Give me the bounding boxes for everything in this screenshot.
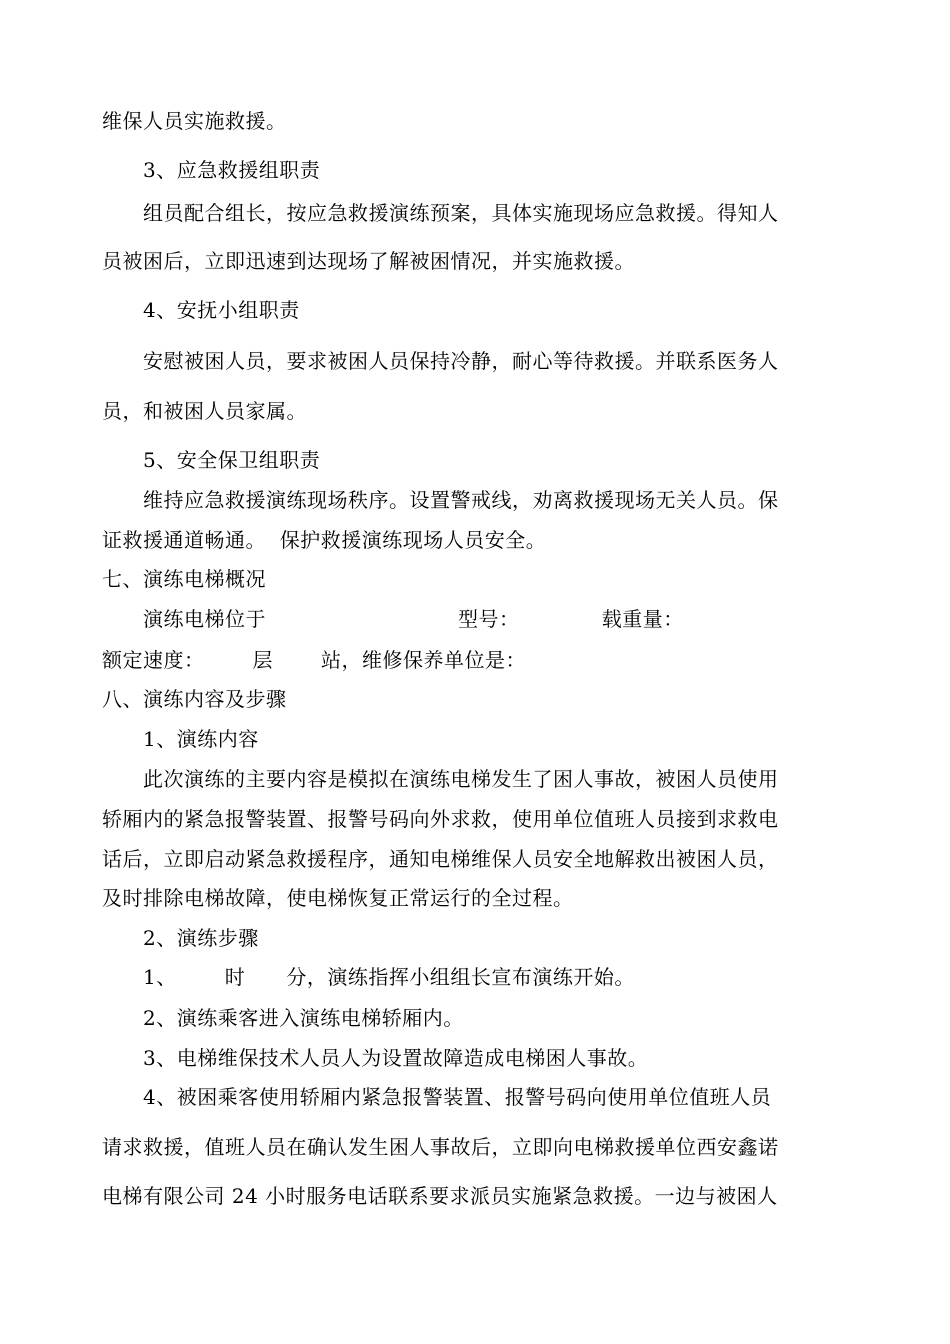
text-line: 4、被困乘客使用轿厢内紧急报警装置、报警号码向使用单位值班人员 [143, 1085, 772, 1109]
text-line: 此次演练的主要内容是模拟在演练电梯发生了困人事故，被困人员使用 [143, 767, 779, 791]
text-line: 请求救援，值班人员在确认发生困人事故后，立即向电梯救援单位西安鑫诺 [102, 1135, 779, 1159]
section-heading: 2、演练步骤 [143, 926, 259, 950]
chapter-heading: 七、演练电梯概况 [102, 567, 266, 591]
text-line: 3、电梯维保技术人员人为设置故障造成电梯困人事故。 [143, 1046, 649, 1070]
chapter-heading: 八、演练内容及步骤 [102, 687, 287, 711]
text-line: 2、演练乘客进入演练电梯轿厢内。 [143, 1006, 464, 1030]
text-line: 演练电梯位于 型号： 载重量： [143, 607, 684, 631]
text-line: 电梯有限公司 24 小时服务电话联系要求派员实施紧急救援。一边与被困人 [102, 1184, 778, 1208]
text-line: 及时排除电梯故障，使电梯恢复正常运行的全过程。 [102, 886, 574, 910]
text-line: 话后，立即启动紧急救援程序，通知电梯维保人员安全地解救出被困人员， [102, 847, 779, 871]
section-heading: 3、应急救援组职责 [143, 158, 321, 182]
section-heading: 1、演练内容 [143, 727, 259, 751]
text-line: 额定速度： 层 站，维修保养单位是： [102, 648, 527, 672]
text-line: 维保人员实施救援。 [102, 109, 287, 133]
text-line: 轿厢内的紧急报警装置、报警号码向外求救，使用单位值班人员接到求救电 [102, 807, 779, 831]
text-line: 安慰被困人员，要求被困人员保持冷静，耐心等待救援。并联系医务人 [143, 349, 779, 373]
text-line: 证救援通道畅通。 保护救援演练现场人员安全。 [102, 528, 547, 552]
text-line: 1、 时 分，演练指挥小组组长宣布演练开始。 [143, 965, 635, 989]
text-line: 组员配合组长，按应急救援演练预案，具体实施现场应急救援。得知人 [143, 201, 779, 225]
text-line: 维持应急救援演练现场秩序。设置警戒线，劝离救援现场无关人员。保 [143, 488, 779, 512]
section-heading: 5、安全保卫组职责 [143, 448, 321, 472]
section-heading: 4、安抚小组职责 [143, 298, 300, 322]
text-line: 员，和被困人员家属。 [102, 399, 307, 423]
text-line: 员被困后，立即迅速到达现场了解被困情况，并实施救援。 [102, 249, 635, 273]
